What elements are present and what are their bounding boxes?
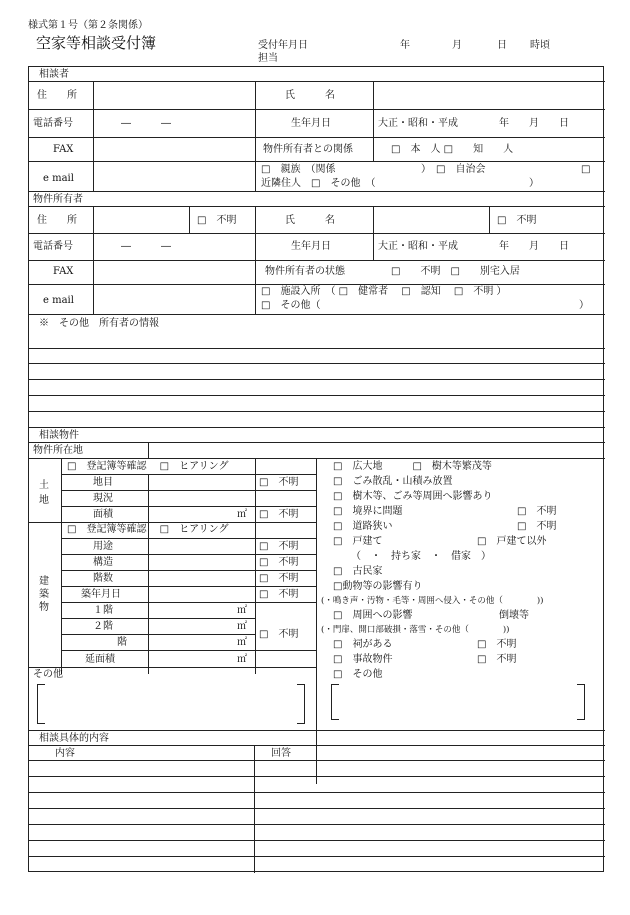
consultant-ymd: 年 月 日 xyxy=(499,118,569,129)
section-property: 相談物件 xyxy=(39,430,79,441)
issue-road-unknown[interactable]: □ 不明 xyxy=(517,521,557,532)
building-use-unknown[interactable]: □ 不明 xyxy=(259,541,299,552)
issue-collapse: 倒壊等 xyxy=(499,610,529,621)
issue-boundary[interactable]: □ 境界に問題 xyxy=(333,506,403,517)
owner-ymd: 年 月 日 xyxy=(499,241,569,252)
other-left-bracket-open xyxy=(37,684,45,724)
section-details: 相談具体的内容 xyxy=(39,733,109,744)
day-label: 日 xyxy=(497,40,507,51)
owner-other-close: ） xyxy=(579,300,589,311)
owner-status-label: 物件所有者の状態 xyxy=(265,266,345,277)
consultant-address-label: 住 所 xyxy=(37,90,77,101)
owner-phone-label: 電話番号 xyxy=(33,241,73,252)
floor-n-label: 階 xyxy=(117,637,127,648)
total-area-unit: ㎡ xyxy=(237,654,247,665)
issue-shrine-unknown[interactable]: □ 不明 xyxy=(477,639,517,650)
staff-label: 担当 xyxy=(258,53,278,64)
consultant-relation-label: 物件所有者との関係 xyxy=(263,144,353,155)
section-owner: 物件所有者 xyxy=(33,194,83,205)
owner-fax-label: FAX xyxy=(53,266,74,277)
form-number: 様式第１号（第２条関係） xyxy=(28,20,148,31)
consultant-email-label: e mail xyxy=(43,173,74,184)
consultation-form xyxy=(28,66,604,872)
owner-email-label: e mail xyxy=(43,295,74,306)
details-content-header: 内容 xyxy=(55,748,75,759)
floor-1-unit: ㎡ xyxy=(237,605,247,616)
property-location-label: 物件所在地 xyxy=(33,445,83,456)
month-label: 月 xyxy=(452,40,462,51)
floor-2-label: ２階 xyxy=(93,621,113,632)
owner-other-info-label: ※ その他 所有者の情報 xyxy=(39,318,159,329)
building-row-use: 用途 xyxy=(93,541,113,552)
page-title: 空家等相談受付簿 xyxy=(36,34,157,52)
owner-birthdate-label: 生年月日 xyxy=(291,241,331,252)
issue-surrounding-detail: (・門扉、開口部破損・落雪・その他（ )) xyxy=(321,625,510,635)
land-category-unknown[interactable]: □ 不明 xyxy=(259,477,299,488)
other-right-bracket-close xyxy=(577,684,585,720)
building-label: 建 築 物 xyxy=(39,576,49,613)
issue-old-house[interactable]: □ 古民家 xyxy=(333,566,383,577)
relation-kin-option[interactable]: □ 親族 （関係 xyxy=(261,164,336,175)
issue-detached[interactable]: □ 戸建て xyxy=(333,536,383,547)
consultant-phone-label: 電話番号 xyxy=(33,118,73,129)
consultant-birthdate-label: 生年月日 xyxy=(291,118,331,129)
issue-boundary-unknown[interactable]: □ 不明 xyxy=(517,506,557,517)
owner-name-label: 氏 名 xyxy=(285,215,335,226)
issue-non-detached[interactable]: □ 戸建て以外 xyxy=(477,536,547,547)
land-area-unknown[interactable]: □ 不明 xyxy=(259,509,299,520)
building-floors-unknown[interactable]: □ 不明 xyxy=(259,573,299,584)
issue-ownership-type: （ ・ 持ち家 ・ 借家 ） xyxy=(351,551,491,562)
owner-status-options[interactable]: □ 不明 □ 別宅入居 xyxy=(391,266,520,277)
issue-large-land-trees[interactable]: □ 広大地 □ 樹木等繁茂等 xyxy=(333,461,492,472)
owner-name-unknown[interactable]: □ 不明 xyxy=(497,215,537,226)
issue-incident[interactable]: □ 事故物件 xyxy=(333,654,393,665)
relation-association-option[interactable]: ） □ 自治会 xyxy=(421,164,486,175)
relation-other-close: ） xyxy=(529,178,539,189)
issue-narrow-road[interactable]: □ 道路狭い xyxy=(333,521,393,532)
floor-2-unit: ㎡ xyxy=(237,621,247,632)
issue-animals[interactable]: □動物等の影響有り xyxy=(333,581,423,592)
owner-era: 大正・昭和・平成 xyxy=(378,241,458,252)
owner-other-option[interactable]: □ その他（ xyxy=(261,300,321,311)
building-row-floors: 階数 xyxy=(93,573,113,584)
owner-facility-option[interactable]: □ 施設入所 （ □ 健常者 □ 認知 □ 不明 ） xyxy=(261,286,507,297)
issue-other[interactable]: □ その他 xyxy=(333,669,383,680)
owner-phone-dash: ― ― xyxy=(121,241,171,252)
relation-extra-checkbox[interactable]: □ xyxy=(581,164,591,175)
owner-address-unknown[interactable]: □ 不明 xyxy=(197,215,237,226)
section-consultant: 相談者 xyxy=(39,69,69,80)
consultant-fax-label: FAX xyxy=(53,144,74,155)
land-row-area: 面積 xyxy=(93,509,113,520)
land-row-category: 地目 xyxy=(93,477,113,488)
consultant-era: 大正・昭和・平成 xyxy=(378,118,458,129)
building-date-unknown[interactable]: □ 不明 xyxy=(259,589,299,600)
building-structure-unknown[interactable]: □ 不明 xyxy=(259,557,299,568)
other-left-bracket-close xyxy=(297,684,305,724)
floor-n-unit: ㎡ xyxy=(237,637,247,648)
consultant-name-label: 氏 名 xyxy=(285,90,335,101)
other-right-bracket-open xyxy=(331,684,339,720)
total-area-label: 延面積 xyxy=(85,654,115,665)
issue-surrounding[interactable]: □ 周囲への影響 xyxy=(333,610,413,621)
relation-neighbor-other-option[interactable]: 近隣住人 □ その他 （ xyxy=(261,178,376,189)
received-date-label: 受付年月日 xyxy=(258,40,308,51)
consultant-relation-options[interactable]: □ 本 人 □ 知 人 xyxy=(391,144,514,155)
building-row-built-date: 築年月日 xyxy=(81,589,121,600)
property-other-label: その他 xyxy=(33,669,63,680)
issue-shrine[interactable]: □ 祠がある xyxy=(333,639,393,650)
details-answer-header: 回答 xyxy=(271,748,291,759)
land-row-status: 現況 xyxy=(93,493,113,504)
land-registry-check[interactable]: □ 登記簿等確認 □ ヒアリング xyxy=(67,461,229,472)
issue-incident-unknown[interactable]: □ 不明 xyxy=(477,654,517,665)
consultant-phone-dash: ― ― xyxy=(121,118,171,129)
issue-animals-detail: (・鳴き声・汚物・毛等・周囲へ侵入・その他（ )) xyxy=(321,596,544,606)
building-registry-check[interactable]: □ 登記簿等確認 □ ヒアリング xyxy=(67,524,229,535)
year-label: 年 xyxy=(400,40,410,51)
time-label: 時頃 xyxy=(530,40,550,51)
issue-garbage[interactable]: □ ごみ散乱・山積み放置 xyxy=(333,476,453,487)
issue-trees-affect[interactable]: □ 樹木等、ごみ等周囲へ影響あり xyxy=(333,491,493,502)
building-row-structure: 構造 xyxy=(93,557,113,568)
floor-1-label: １階 xyxy=(93,605,113,616)
land-area-unit: ㎡ xyxy=(237,509,247,520)
floors-area-unknown[interactable]: □ 不明 xyxy=(259,629,299,640)
owner-address-label: 住 所 xyxy=(37,215,77,226)
land-label: 土 地 xyxy=(39,480,49,506)
